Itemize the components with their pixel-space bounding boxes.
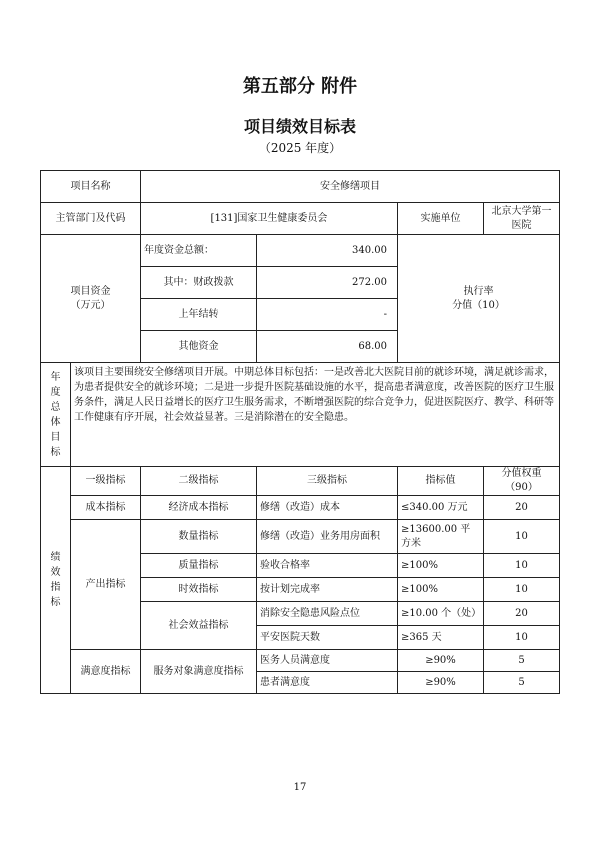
fund-carryover-label: 上年结转 xyxy=(141,299,257,331)
indicator-row-satisfaction-1 xyxy=(41,650,560,672)
quantity-value: ≥13600.00 平方米 xyxy=(398,520,484,554)
satisfaction-level1: 满意度指标 xyxy=(71,650,141,694)
page-number: 17 xyxy=(293,782,307,793)
performance-indicator-char: 标 xyxy=(50,597,61,608)
satisfaction-level2: 服务对象满意度指标 xyxy=(141,650,257,694)
timeliness-level2: 时效指标 xyxy=(141,578,257,602)
header-level3: 三级指标 xyxy=(257,467,398,496)
satisfaction-level3: 医务人员满意度 xyxy=(257,650,398,672)
annual-goal-label-char: 标 xyxy=(50,446,61,458)
project-name-label: 项目名称 xyxy=(41,171,141,203)
output-level1: 产出指标 xyxy=(71,520,141,650)
quantity-level2: 数量指标 xyxy=(141,520,257,554)
fund-other-value: 68.00 xyxy=(257,331,398,363)
project-funds-label xyxy=(41,235,141,363)
fund-row-total xyxy=(41,235,560,267)
header-level2: 二级指标 xyxy=(141,467,257,496)
header-weight xyxy=(484,467,560,496)
indicator-header-row xyxy=(41,467,560,496)
header-weight-line1: 分值权重 xyxy=(501,468,542,479)
project-funds-label-line1: 项目资金 xyxy=(70,285,111,297)
social-value: ≥365 天 xyxy=(398,626,484,650)
fund-total-label: 年度资金总额： xyxy=(141,235,257,267)
annual-goal-label-char: 总 xyxy=(50,401,61,413)
performance-indicator-label xyxy=(41,467,71,694)
indicator-row-cost xyxy=(41,496,560,520)
annual-goal-label-char: 年 xyxy=(50,371,61,383)
fund-fiscal-value: 272.00 xyxy=(257,267,398,299)
header-weight-line2: （90） xyxy=(505,482,538,493)
fund-total-value: 340.00 xyxy=(257,235,398,267)
table-title: 项目绩效目标表 xyxy=(243,117,356,136)
social-weight: 20 xyxy=(484,602,560,626)
quantity-level3: 修缮（改造）业务用房面积 xyxy=(257,520,398,554)
satisfaction-weight: 5 xyxy=(484,650,560,672)
quality-level3: 验收合格率 xyxy=(257,554,398,578)
social-level2: 社会效益指标 xyxy=(141,602,257,650)
fund-fiscal-label: 其中：财政拨款 xyxy=(141,267,257,299)
cost-level2: 经济成本指标 xyxy=(141,496,257,520)
annual-goal-label-char: 体 xyxy=(50,416,61,428)
fund-carryover-value: - xyxy=(257,299,398,331)
annual-goal-label-char: 度 xyxy=(50,386,61,398)
quantity-weight: 10 xyxy=(484,520,560,554)
quality-weight: 10 xyxy=(484,554,560,578)
cost-weight: 20 xyxy=(484,496,560,520)
fund-other-label: 其他资金 xyxy=(141,331,257,363)
satisfaction-value: ≥90% xyxy=(398,650,484,672)
quality-level2: 质量指标 xyxy=(141,554,257,578)
performance-indicator-char: 效 xyxy=(50,567,61,578)
cost-level3: 修缮（改造）成本 xyxy=(257,496,398,520)
execution-rate-cell xyxy=(398,235,560,363)
project-funds-label-line2: （万元） xyxy=(70,299,111,311)
satisfaction-level3: 患者满意度 xyxy=(257,672,398,694)
year-note: （2025 年度） xyxy=(258,141,342,155)
header-level1: 一级指标 xyxy=(71,467,141,496)
execution-rate-label: 执行率 xyxy=(463,285,494,297)
social-level3: 平安医院天数 xyxy=(257,626,398,650)
department-value: [131]国家卫生健康委员会 xyxy=(141,203,398,235)
social-weight: 10 xyxy=(484,626,560,650)
section-title: 第五部分 附件 xyxy=(242,76,358,97)
performance-indicator-char: 指 xyxy=(50,582,61,593)
performance-table xyxy=(40,170,559,694)
department-row xyxy=(41,203,560,235)
cost-value: ≤340.00 万元 xyxy=(398,496,484,520)
annual-goal-row xyxy=(41,363,560,467)
indicator-row-quantity xyxy=(41,520,560,554)
satisfaction-weight: 5 xyxy=(484,672,560,694)
social-level3: 消除安全隐患风险点位 xyxy=(257,602,398,626)
project-name-value: 安全修缮项目 xyxy=(141,171,560,203)
execution-rate-score: 分值（10） xyxy=(452,299,505,311)
implementing-unit-value: 北京大学第一医院 xyxy=(484,203,560,235)
implementing-unit-label: 实施单位 xyxy=(398,203,484,235)
quality-value: ≥100% xyxy=(398,554,484,578)
department-label: 主管部门及代码 xyxy=(41,203,141,235)
timeliness-value: ≥100% xyxy=(398,578,484,602)
timeliness-weight: 10 xyxy=(484,578,560,602)
timeliness-level3: 按计划完成率 xyxy=(257,578,398,602)
annual-goal-label-char: 目 xyxy=(50,431,61,443)
annual-goal-label xyxy=(41,363,71,467)
satisfaction-value: ≥90% xyxy=(398,672,484,694)
project-name-row xyxy=(41,171,560,203)
header-value: 指标值 xyxy=(398,467,484,496)
performance-indicator-char: 绩 xyxy=(50,552,61,563)
annual-goal-text: 该项目主要围绕安全修缮项目开展。中期总体目标包括：一是改善北大医院目前的就诊环境，满足就诊需求，为患者提供安全的就诊环境；二是进一步提升医院基础设施的水平，提高患者满意度，改善医院的医疗卫生服务条件，满足人民日益增长的医疗卫生服务需求，不断增强医院的综合竞争力，促进医院医疗、教学、科研等工作健康有序开展，社会效益显著。三是消除潜在的安全隐患。 xyxy=(71,363,560,467)
cost-level1: 成本指标 xyxy=(71,496,141,520)
social-value: ≥10.00 个（处） xyxy=(398,602,484,626)
